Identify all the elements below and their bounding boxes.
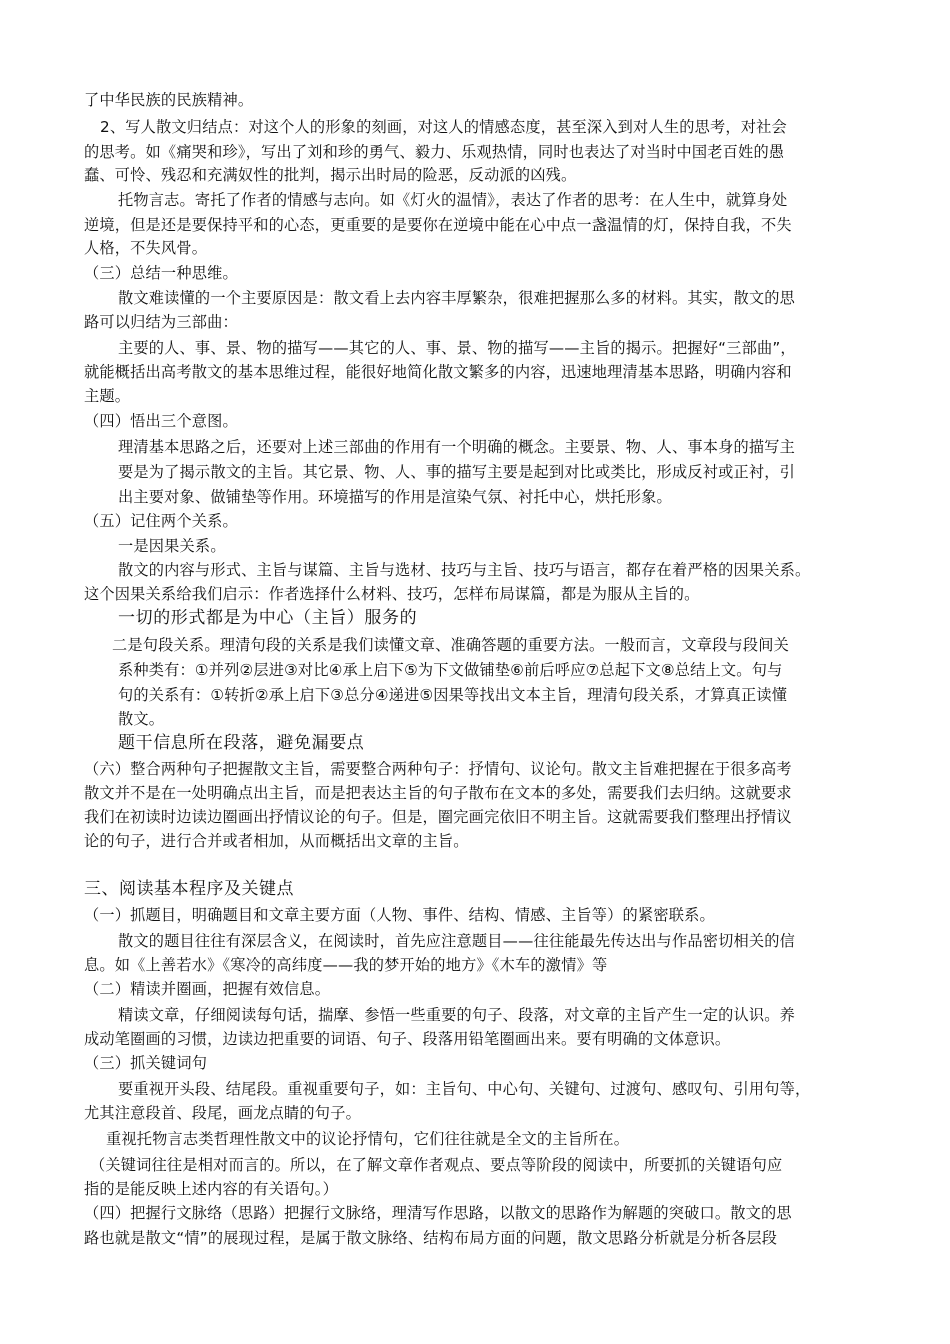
text-line: 主题。 [84,387,131,405]
text-line: 尤其注意段首、段尾，画龙点睛的句子。 [84,1104,361,1122]
text-line: 要是为了揭示散文的主旨。其它景、物、人、事的描写主要是起到对比或类比，形成反衬或正衬，引 [118,463,796,481]
text-line: 散文的题目往往有深层含义，在阅读时，首先应注意题目——往往能最先传达出与作品密切相关的信 [118,932,796,950]
text-line: 人格，不失风骨。 [84,239,208,257]
text-line: 蠢、可怜、残忍和充满奴性的批判，揭示出时局的险恶，反动派的凶残。 [84,166,577,184]
text-line: 论的句子，进行合并或者相加，从而概括出文章的主旨。 [84,832,469,850]
text-line: 要重视开头段、结尾段。重视重要句子，如：主旨句、中心句、关键句、过渡句、感叹句、引用句等， [118,1080,811,1098]
text-line: 理清基本思路之后，还要对上述三部曲的作用有一个明确的概念。主要景、物、人、事本身的描写主 [118,438,796,456]
text-line: 了中华民族的民族精神。 [84,91,254,109]
text-line: 指的是能反映上述内容的有关语句。） [84,1180,338,1198]
section-heading: （三）总结一种思维。 [84,264,238,282]
text-line: 系种类有：①并列②层进③对比④承上启下⑤为下文做铺垫⑥前后呼应⑦总起下文⑧总结上文。句与 [118,661,783,679]
text-line: （关键词往往是相对而言的。所以，在了解文章作者观点、要点等阶段的阅读中，所要抓的关键语句应 [90,1156,783,1174]
text-line: 出主要对象、做铺垫等作用。环境描写的作用是渲染气氛、衬托中心，烘托形象。 [118,488,672,506]
text-line: 散文的内容与形式、主旨与谋篇、主旨与选材、技巧与主旨、技巧与语言，都存在着严格的因果关系。 [118,561,811,579]
text-line: 二是句段关系。理清句段的关系是我们读懂文章、准确答题的重要方法。一般而言，文章段与段间关 [112,636,790,654]
text-line: 成动笔圈画的习惯，边读边把重要的词语、句子、段落用铅笔圈画出来。要有明确的文体意识。 [84,1030,731,1048]
section-heading: （一）抓题目，明确题目和文章主要方面（人物、事件、结构、情感、主旨等）的紧密联系。 [84,906,715,924]
text-line: 散文难读懂的一个主要原因是：散文看上去内容丰厚繁杂，很难把握那么多的材料。其实，散文的思 [118,289,796,307]
text-line: 息。如《上善若水》《寒冷的高纬度——我的梦开始的地方》《木车的激情》等 [84,956,608,974]
text-line: 路也就是散文“情”的展现过程，是属于散文脉络、结构布局方面的问题，散文思路分析就是分析各层段 [84,1229,778,1247]
text-line: 散文。 [118,710,165,728]
text-line: 一切的形式都是为中心（主旨）服务的 [118,608,418,628]
section-heading: （六）整合两种句子把握散文主旨，需要整合两种句子：抒情句、议论句。散文主旨难把握在于很多高考 [84,760,792,778]
section-title: 三、阅读基本程序及关键点 [84,879,294,899]
text-line: 路可以归结为三部曲： [84,313,238,331]
text-line: 我们在初读时边读边圈画出抒情议论的句子。但是，圈完画完依旧不明主旨。这就需要我们整理出抒情议 [84,808,792,826]
section-heading: （五）记住两个关系。 [84,512,238,530]
text-line: 就能概括出高考散文的基本思维过程，能很好地简化散文繁多的内容，迅速地理清基本思路，明确内容和 [84,363,792,381]
text-line: 的思考。如《痛哭和珍》，写出了刘和珍的勇气、毅力、乐观热情，同时也表达了对当时中国老百姓的愚 [84,143,785,161]
section-heading: （二）精读并圈画，把握有效信息。 [84,980,331,998]
text-line: 散文并不是在一处明确点出主旨，而是把表达主旨的句子散布在文本的多处，需要我们去归纳。这就要求 [84,784,792,802]
section-heading: （三）抓关键词句 [84,1054,208,1072]
text-line: 题干信息所在段落，避免漏要点 [118,733,365,753]
text-line: 精读文章，仔细阅读每句话，揣摩、参悟一些重要的句子、段落，对文章的主旨产生一定的认识。养 [118,1006,796,1024]
text-line: 2、写人散文归结点：对这个人的形象的刻画，对这人的情感态度，甚至深入到对人生的思考，对社会 [100,118,787,136]
text-line: 句的关系有：①转折②承上启下③总分④递进⑤因果等找出文本主旨，理清句段关系，才算真正读懂 [118,686,788,704]
text-line: 逆境，但是还是要保持平和的心态，更重要的是要你在逆境中能在心中点一盏温情的灯，保持自我，不失 [84,216,792,234]
text-line: 托物言志。寄托了作者的情感与志向。如《灯火的温情》，表达了作者的思考：在人生中，就算身处 [118,191,788,209]
text-line: 这个因果关系给我们启示：作者选择什么材料、技巧，怎样布局谋篇，都是为服从主旨的。 [84,585,700,603]
text-line: 重视托物言志类哲理性散文中的议论抒情句，它们往往就是全文的主旨所在。 [106,1130,630,1148]
section-heading: （四）悟出三个意图。 [84,412,238,430]
text-line: 一是因果关系。 [118,537,226,555]
section-heading: （四）把握行文脉络（思路）把握行文脉络，理清写作思路，以散文的思路作为解题的突破口。散文的思 [84,1204,792,1222]
text-line: 主要的人、事、景、物的描写——其它的人、事、景、物的描写——主旨的揭示。把握好“三部曲”， [118,339,796,357]
